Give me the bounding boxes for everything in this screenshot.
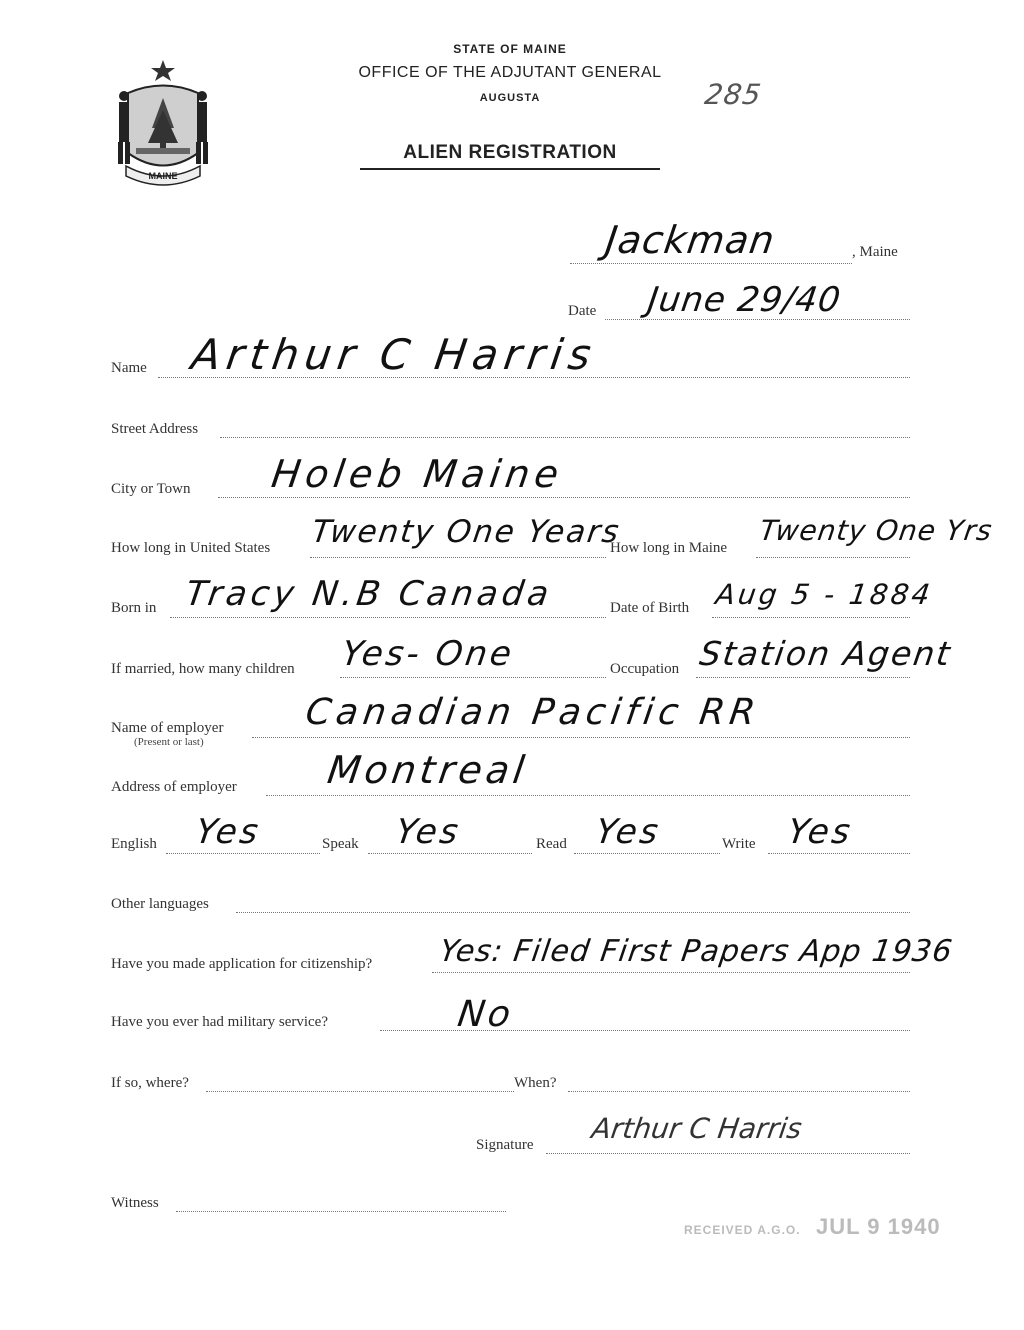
where-label: If so, where?: [111, 1075, 189, 1091]
city-value: Holeb Maine: [268, 452, 567, 496]
employer-sub-label: (Present or last): [134, 736, 204, 748]
page-title: ALIEN REGISTRATION: [360, 142, 660, 170]
write-label: Write: [722, 836, 756, 852]
us-value: Twenty One Years: [309, 514, 623, 550]
town-value: Jackman: [602, 218, 778, 262]
name-value: Arthur C Harris: [188, 330, 600, 379]
english-value: Yes: [193, 812, 264, 852]
read-value: Yes: [593, 812, 664, 852]
when-label: When?: [514, 1075, 557, 1091]
witness-label: Witness: [111, 1195, 159, 1211]
military-value: No: [455, 994, 516, 1035]
other-languages-label: Other languages: [111, 896, 209, 912]
military-label: Have you ever had military service?: [111, 1014, 328, 1030]
read-label: Read: [536, 836, 567, 852]
name-label: Name: [111, 360, 147, 376]
citizenship-value: Yes: Filed First Papers App 1936: [437, 934, 956, 969]
street-label: Street Address: [111, 421, 199, 437]
us-label: How long in United States: [111, 540, 271, 556]
file-number: 285: [702, 78, 764, 111]
citizenship-label: Have you made application for citizenship?: [111, 956, 373, 972]
city-label: City or Town: [111, 481, 191, 497]
received-stamp-date: JUL 9 1940: [816, 1214, 941, 1239]
header-office: OFFICE OF THE ADJUTANT GENERAL: [358, 64, 662, 81]
speak-label: Speak: [322, 836, 359, 852]
dob-value: Aug 5 - 1884: [713, 578, 935, 611]
seal-banner-text: MAINE: [148, 171, 178, 181]
town-suffix: , Maine: [852, 244, 898, 260]
employer-address-label: Address of employer: [111, 779, 237, 795]
header-city: AUGUSTA: [479, 92, 541, 104]
maine-label: How long in Maine: [610, 540, 728, 556]
employer-value: Canadian Pacific RR: [303, 692, 763, 733]
born-value: Tracy N.B Canada: [183, 574, 556, 614]
english-label: English: [111, 836, 157, 852]
dob-label: Date of Birth: [610, 600, 690, 616]
date-label: Date: [568, 303, 597, 319]
signature-label: Signature: [476, 1137, 534, 1153]
maine-value: Twenty One Yrs: [757, 514, 995, 547]
header-state: STATE OF MAINE: [453, 42, 567, 56]
speak-value: Yes: [393, 812, 464, 852]
maine-state-seal-icon: [108, 58, 218, 188]
employer-label: Name of employer: [111, 720, 224, 736]
married-value: Yes- One: [339, 634, 517, 674]
occupation-label: Occupation: [610, 661, 680, 677]
signature-value: Arthur C Harris: [589, 1112, 804, 1145]
date-value: June 29/40: [645, 280, 844, 320]
write-value: Yes: [785, 812, 856, 852]
born-label: Born in: [111, 600, 157, 616]
married-label: If married, how many children: [111, 661, 295, 677]
employer-address-value: Montreal: [324, 748, 531, 792]
received-stamp-text: RECEIVED A.G.O.: [684, 1223, 801, 1237]
occupation-value: Station Agent: [697, 634, 955, 673]
received-stamp: [684, 1214, 941, 1240]
